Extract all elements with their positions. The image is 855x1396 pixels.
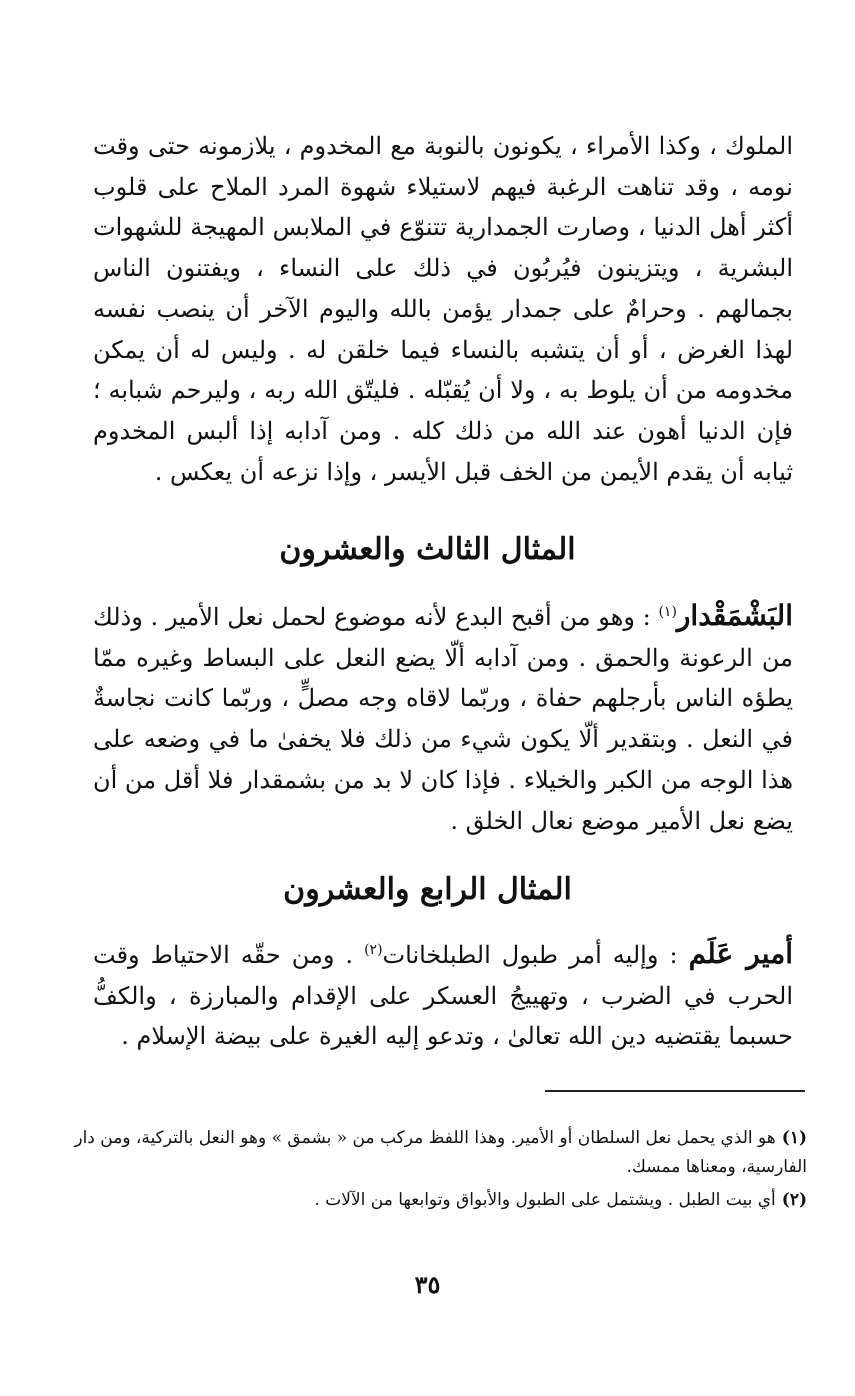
paragraph-bashmaqdar-text: : وهو من أقبح البدع لأنه موضوع لحمل نعل الأمير . وذلك من الرعونة والحمق . ومن آدابه ألّا يضع النعل على البساط وغيره ممّا يطؤه الناس بأرجلهم حفاة ، وربّما لاقاه وجه مصلٍّ ، وربّما كانت نجاسةٌ في النعل . وبتقدير ألّا يكون شيء من ذلك فلا يخفىٰ ما في وضعه على هذا الوجه من الكبر والخيلاء . فإذا كان لا بد من بشمقدار فلا أقل من أن يضع نعل الأمير موضع نعال الخلق . — [93, 603, 793, 835]
footnote-text: هو الذي يحمل نعل السلطان أو الأمير. وهذا اللفظ مركب من « بشمق » وهو النعل بالتركية، ومن دار الفارسية، ومعناها ممسك. — [74, 1128, 807, 1177]
paragraph-amir-alam-text-1: : وإليه أمر طبول الطبلخانات — [382, 941, 689, 969]
footnote-text: أي بيت الطبل . ويشتمل على الطبول والأبواق وتوابعها من الآلات . — [314, 1190, 776, 1210]
footnote-number: (٢) — [781, 1190, 807, 1210]
term-amir-alam: أمير عَلَم — [688, 937, 793, 970]
paragraph-bashmaqdar — [93, 592, 793, 841]
paragraph-amir-alam — [93, 930, 793, 1057]
footnote-ref-2: (٢) — [364, 942, 383, 958]
footnote-2 — [47, 1186, 807, 1215]
term-bashmaqdar: البَشْمَقْدار — [676, 599, 793, 632]
footnote-1 — [47, 1124, 807, 1182]
footnote-divider — [545, 1090, 805, 1092]
footnote-number: (١) — [781, 1128, 807, 1148]
footnote-ref-1: (١) — [658, 604, 677, 620]
paragraph-amir-alam-text-2: . ومن حقّه الاحتياط وقت الحرب في الضرب ، وتهييجُ العسكر على الإقدام والمبارزة ، والكفُّ حسبما يقتضيه دين الله تعالىٰ ، وتدعو إليه الغيرة على بيضة الإسلام . — [93, 941, 793, 1051]
page-number: ٣٥ — [414, 1270, 441, 1299]
section-heading-24: المثال الرابع والعشرون — [283, 872, 572, 907]
paragraph-jamdar-continued: الملوك ، وكذا الأمراء ، يكونون بالنوبة مع المخدوم ، يلازمونه حتى وقت نومه ، وقد تناهت الرغبة فيهم لاستيلاء شهوة المرد الملاح على قلوب أكثر أهل الدنيا ، وصارت الجمدارية تتنوّع في الملابس المهيجة للشهوات البشرية ، ويتزينون فيُربُون في ذلك على النساء ، ويفتنون الناس بجمالهم . وحرامٌ على جمدار يؤمن بالله واليوم الآخر أن ينصب نفسه لهذا الغرض ، أو أن يتشبه بالنساء فيما خلقن له . وليس له أن يمكن مخدومه من أن يلوط به ، ولا أن يُقبّله . فليتّق الله ربه ، وليرحم شبابه ؛ فإن الدنيا أهون عند الله من ذلك كله . ومن آدابه إذا ألبس المخدوم ثيابه أن يقدم الأيمن من الخف قبل الأيسر ، وإذا نزعه أن يعكس . — [93, 132, 793, 486]
footnotes — [47, 1124, 807, 1219]
section-heading-23: المثال الثالث والعشرون — [279, 532, 576, 567]
